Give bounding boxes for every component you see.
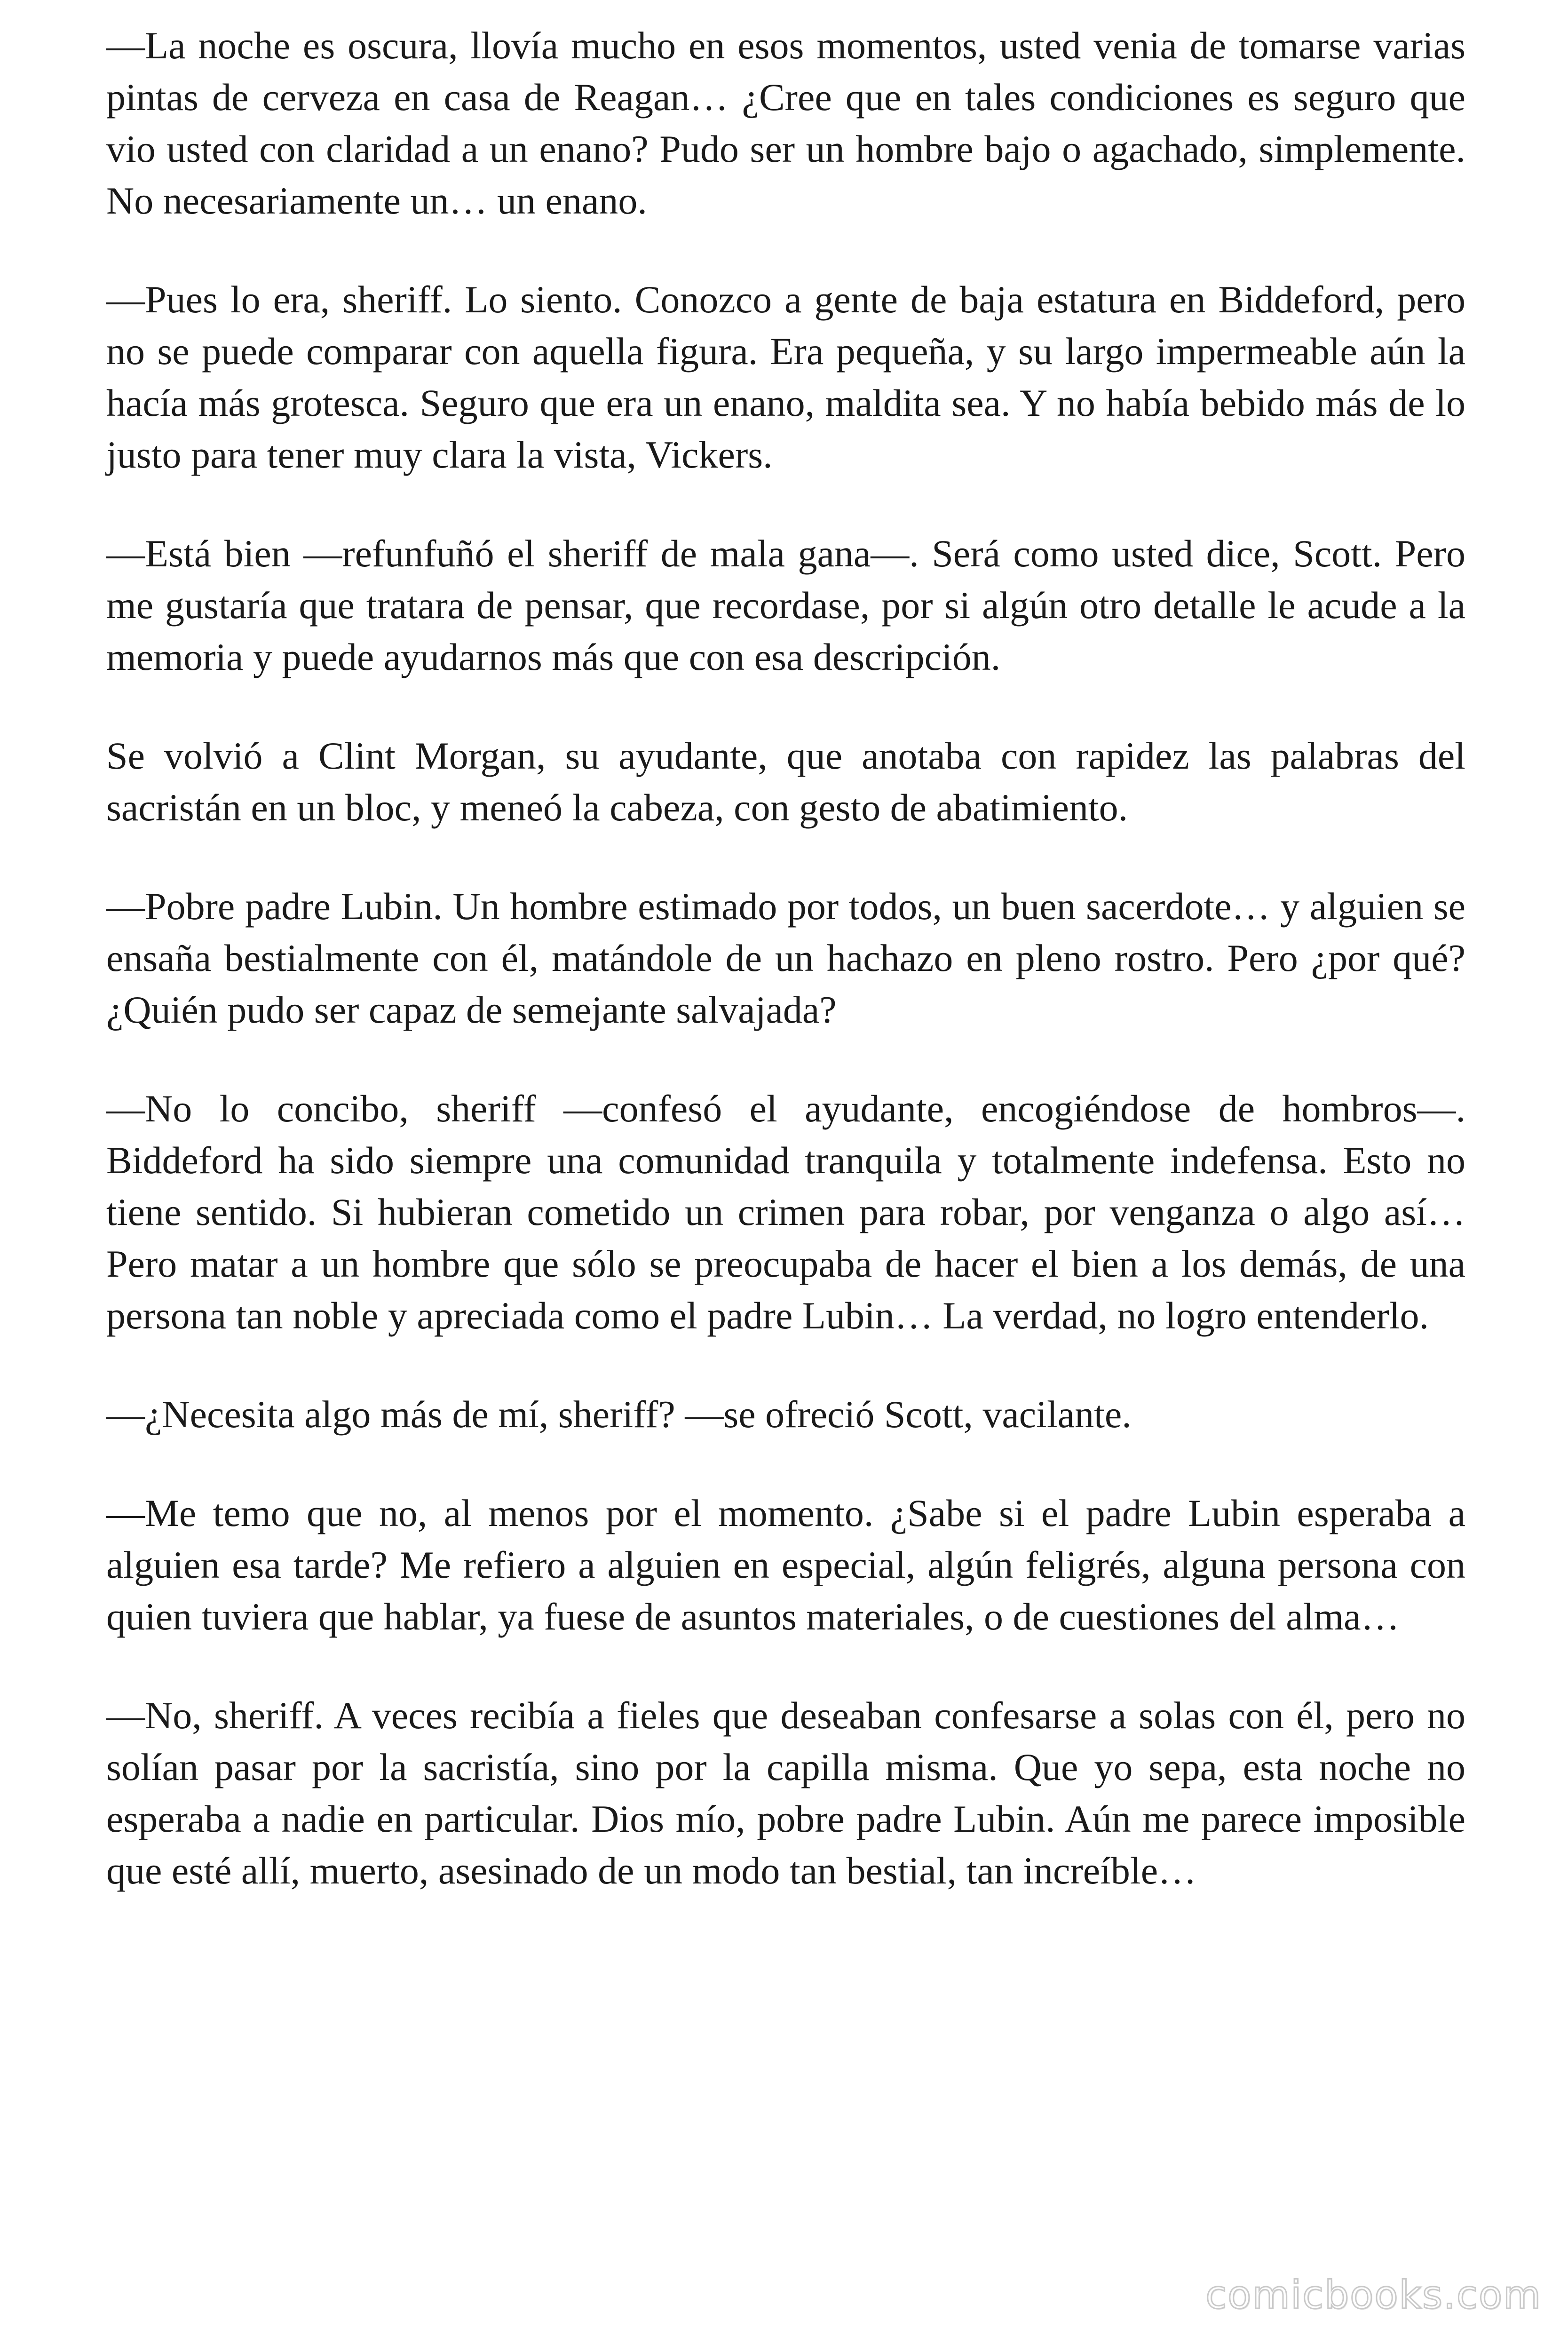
paragraph: —Me temo que no, al menos por el momento. ¿Sabe si el padre Lubin esperaba a alguien esa tarde? Me refiero a alguien en especial, algún feligrés, alguna persona con quien tuviera que hablar, ya fuese de asuntos materiales, o de cuestiones del alma… [106, 1492, 1465, 1638]
paragraph: —La noche es oscura, llovía mucho en esos momentos, usted venia de tomarse varias pintas de cerveza en casa de Reagan… ¿Cree que en tales condiciones es seguro que vio usted con claridad a un enano? Pudo ser un hombre bajo o agachado, simplemente. No necesariamente un… un enano. [106, 24, 1465, 222]
watermark: comicbooks.com [1205, 2273, 1542, 2318]
paragraph: Se volvió a Clint Morgan, su ayudante, que anotaba con rapidez las palabras del sacristán en un bloc, y meneó la cabeza, con gesto de abatimiento. [106, 734, 1465, 829]
paragraph: —Pues lo era, sheriff. Lo siento. Conozco a gente de baja estatura en Biddeford, pero no se puede comparar con aquella figura. Era pequeña, y su largo impermeable aún la hacía más grotesca. Seguro que era un enano, maldita sea. Y no había bebido más de lo justo para tener muy clara la vista, Vickers. [106, 278, 1465, 476]
paragraph: —Pobre padre Lubin. Un hombre estimado por todos, un buen sacerdote… y alguien se ensaña bestialmente con él, matándole de un hachazo en pleno rostro. Pero ¿por qué? ¿Quién pudo ser capaz de semejante salvajada? [106, 885, 1465, 1031]
paragraph: —¿Necesita algo más de mí, sheriff? —se ofreció Scott, vacilante. [106, 1393, 1132, 1436]
paragraph: —No, sheriff. A veces recibía a fieles que deseaban confesarse a solas con él, pero no solían pasar por la sacristía, sino por la capilla misma. Que yo sepa, esta noche no esperaba a nadie en particular. Dios mío, pobre padre Lubin. Aún me parece imposible que esté allí, muerto, asesinado de un modo tan bestial, tan increíble… [106, 1694, 1465, 1892]
paragraph: —Está bien —refunfuñó el sheriff de mala gana—. Será como usted dice, Scott. Pero me gustaría que tratara de pensar, que recordase, por si algún otro detalle le acude a la memoria y puede ayudarnos más que con esa descripción. [106, 532, 1465, 678]
paragraph: —No lo concibo, sheriff —confesó el ayudante, encogiéndose de hombros—. Biddeford ha sido siempre una comunidad tranquila y totalmente indefensa. Esto no tiene sentido. Si hubieran cometido un crimen para robar, por venganza o algo así… Pero matar a un hombre que sólo se preocupaba de hacer el bien a los demás, de una persona tan noble y apreciada como el padre Lubin… La verdad, no logro entenderlo. [106, 1087, 1465, 1337]
page-body [106, 20, 1465, 1897]
